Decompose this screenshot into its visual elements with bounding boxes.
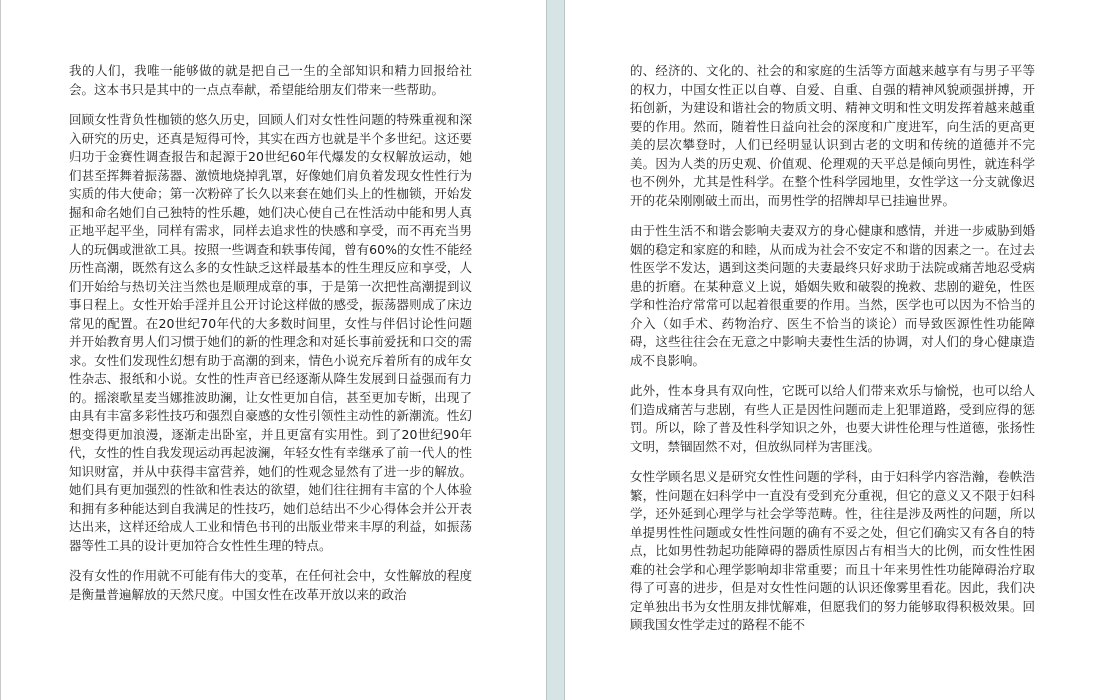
paragraph: 回顾女性背负性枷锁的悠久历史，回顾人们对女性性问题的特殊重视和深入研究的历史，还真是短得可怜，其实在西方也就是半个多世纪。这还要归功于金赛性调查报告和起源于20世纪60年代爆发的女权解放运动，她们甚至挥舞着振荡器、激愤地烧掉乳罩，好像她们肩负着发现女性性行为实质的伟大使命；第一次粉碎了长久以来套在她们头上的性枷锁，开始发掘和命名她们自己独特的性乐趣，她们决心使自己在性活动中能和男人真正地平起平坐，同样有需求，同样去追求性的快感和享受，而不再充当男人的玩偶或泄欲工具。按照一些调查和轶事传闻，曾有60%的女性不能经历性高潮，既然有这么多的女性缺乏这样最基本的性生理反应和享受，人们开始给与热切关注当然也是顺理成章的事，于是第一次把性高潮提到议事日程上。女性开始手淫并且公开讨论这样做的感受，振荡器则成了床边常见的配置。在20世纪70年代的大多数时间里，女性与伴侣讨论性问题并开始教育男人们习惯于她们的新的性理念和对延长事前爱抚和口交的需求。女性们发现性幻想有助于高潮的到来，情色小说充斥着所有的成年女性杂志、报纸和小说。女性的性声音已经逐渐从降生发展到日益强而有力的。摇滚歌星麦当娜推波助澜，让女性更加自信，甚至更加专断，出现了由具有丰富多彩性技巧和强烈自豪感的女性引领性主动性的新潮流。性幻想变得更加浪漫，逐渐走出卧室，并且更富有实用性。到了20世纪90年代，女性的性自我发现运动再起波澜，年轻女性有幸继承了前一代人的性知识财富，并从中获得丰富营养，她们的性观念显然有了进一步的解放。她们具有更加强烈的性欲和性表达的欲望，她们往往拥有丰富的个人体验和拥有多种能达到自我满足的性技巧，她们总结出不少心得体会并公开表达出来，这样还给成人工业和情色书刊的出版业带来丰厚的利益，如振荡器等性工具的设计更加符合女性性生理的特点。	[69, 112, 472, 553]
left-page-text	[69, 62, 472, 616]
right-page	[565, 0, 1106, 700]
paragraph: 没有女性的作用就不可能有伟大的变革，在任何社会中，女性解放的程度是衡量普遍解放的天然尺度。中国女性在改革开放以来的政治	[69, 568, 472, 602]
paragraph: 女性学顾名思义是研究女性性问题的学科，由于妇科学内容浩瀚，卷帙浩繁，性问题在妇科学中一直没有受到充分重视，但它的意义又不限于妇科学，还外延到心理学与社会学等范畴。性，往往是涉及两性的问题，所以单提男性性问题或女性性问题的确有不妥之处，但它们确实又有各自的特点，比如男性勃起功能障碍的器质性原因占有相当大的比例，而女性性困难的社会学和心理学影响却非常重要；而且十年来男性性功能障碍治疗取得了可喜的进步，但是对女性性问题的认识还像雾里看花。因此，我们决定单独出书为女性朋友排忧解难，但愿我们的努力能够取得积极效果。回顾我国女性学走过的路程不能不	[630, 469, 1035, 632]
right-page-text	[630, 62, 1035, 647]
paragraph: 我的人们，我唯一能够做的就是把自己一生的全部知识和精力回报给社会。这本书只是其中的一点点奉献，希望能给朋友们带来一些帮助。	[69, 63, 472, 97]
paragraph: 的、经济的、文化的、社会的和家庭的生活等方面越来越享有与男子平等的权力，中国女性正以自尊、自爱、自重、自强的精神风貌顽强拼搏，开拓创新，为建设和谐社会的物质文明、精神文明和性文明发挥着越来越重要的作用。然而，随着性日益向社会的深度和广度进军，向生活的更高更美的层次攀登时，人们已经明显认识到古老的文明和传统的道德并不完美。因为人类的历史观、价值观、伦理观的天平总是倾向男性，就连科学也不例外，尤其是性科学。在整个性科学园地里，女性学这一分支就像迟开的花朵刚刚破土而出，而男性学的招牌却早已挂遍世界。	[630, 63, 1035, 208]
left-page	[0, 0, 546, 700]
paragraph: 此外，性本身具有双向性，它既可以给人们带来欢乐与愉悦，也可以给人们造成痛苦与悲剧，有些人正是因性问题而走上犯罪道路，受到应得的惩罚。所以，除了普及性科学知识之外，也要大讲性伦理与性道德，张扬性文明，禁锢固然不对，但放纵同样为害匪浅。	[630, 383, 1035, 454]
page-gutter	[546, 0, 565, 700]
paragraph: 由于性生活不和谐会影响夫妻双方的身心健康和感情，并进一步威胁到婚姻的稳定和家庭的和睦，从而成为社会不安定不和谐的因素之一。在过去性医学不发达，遇到这类问题的夫妻最终只好求助于法院或痛苦地忍受病患的折磨。在某种意义上说，婚姻失败和破裂的挽救、悲剧的避免，性医学和性治疗常常可以起着很重要的作用。当然，医学也可以因为不恰当的介入（如手术、药物治疗、医生不恰当的谈论）而导致医源性性功能障碍，这些往往会在无意之中影响夫妻性生活的协调，对人们的身心健康造成不良影响。	[630, 223, 1035, 368]
